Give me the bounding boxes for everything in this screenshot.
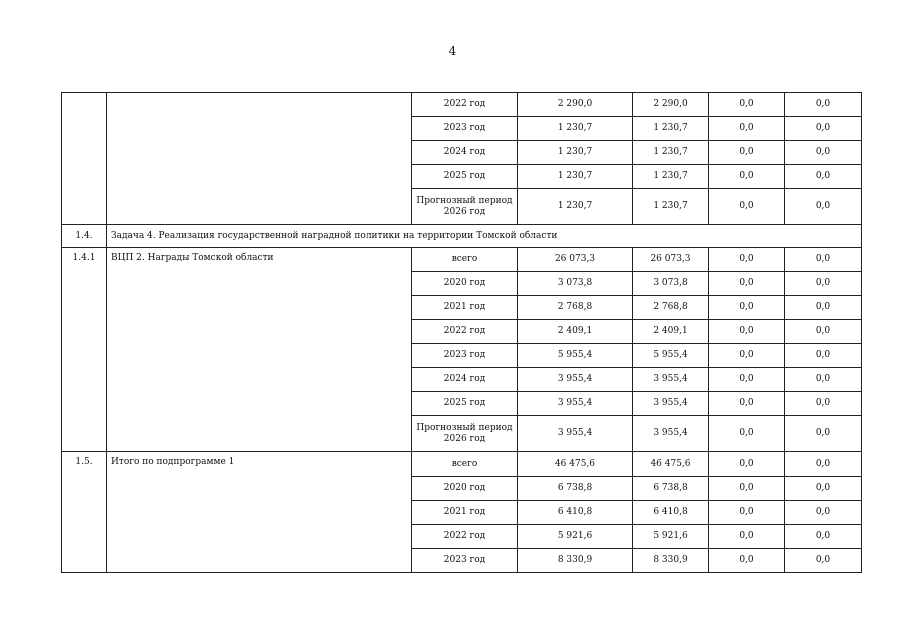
oblast-budget-cell: 1 230,7 <box>633 141 709 165</box>
total-cell: 5 955,4 <box>518 344 633 368</box>
oblast-budget-cell: 2 290,0 <box>633 93 709 117</box>
code-cell: 1.4.1 <box>62 248 107 452</box>
oblast-budget-cell: 1 230,7 <box>633 189 709 225</box>
oblast-budget-cell: 8 330,9 <box>633 549 709 573</box>
oblast-budget-cell: 1 230,7 <box>633 165 709 189</box>
total-cell: 26 073,3 <box>518 248 633 272</box>
oblast-budget-cell: 2 768,8 <box>633 296 709 320</box>
oblast-budget-cell: 1 230,7 <box>633 117 709 141</box>
name-cell <box>107 93 412 225</box>
oblast-budget-cell: 5 921,6 <box>633 525 709 549</box>
total-cell: 1 230,7 <box>518 165 633 189</box>
value-cell-b: 0,0 <box>785 344 862 368</box>
year-cell: 2025 год <box>412 165 518 189</box>
oblast-budget-cell: 3 073,8 <box>633 272 709 296</box>
year-cell: 2023 год <box>412 344 518 368</box>
total-cell: 3 955,4 <box>518 368 633 392</box>
oblast-budget-cell: 2 409,1 <box>633 320 709 344</box>
value-cell-a: 0,0 <box>709 296 785 320</box>
value-cell-a: 0,0 <box>709 477 785 501</box>
year-line-2: 2026 год <box>443 206 486 217</box>
total-cell: 6 410,8 <box>518 501 633 525</box>
year-cell: 2022 год <box>412 525 518 549</box>
value-cell-b: 0,0 <box>785 165 862 189</box>
name-cell: Итого по подпрограмме 1 <box>107 452 412 573</box>
year-cell: 2020 год <box>412 272 518 296</box>
year-cell: 2023 год <box>412 549 518 573</box>
year-cell <box>412 189 518 225</box>
table-row <box>62 93 862 117</box>
page-number: 4 <box>448 44 457 58</box>
oblast-budget-cell: 26 073,3 <box>633 248 709 272</box>
name-cell: ВЦП 2. Награды Томской области <box>107 248 412 452</box>
year-line-1: Прогнозный период <box>416 195 513 206</box>
value-cell-a: 0,0 <box>709 344 785 368</box>
value-cell-a: 0,0 <box>709 368 785 392</box>
year-cell: всего <box>412 452 518 477</box>
year-cell: 2024 год <box>412 368 518 392</box>
oblast-budget-cell: 6 738,8 <box>633 477 709 501</box>
total-cell: 2 409,1 <box>518 320 633 344</box>
year-cell: 2023 год <box>412 117 518 141</box>
value-cell-b: 0,0 <box>785 117 862 141</box>
year-cell: 2022 год <box>412 320 518 344</box>
value-cell-b: 0,0 <box>785 416 862 452</box>
total-cell: 1 230,7 <box>518 141 633 165</box>
table-row <box>62 452 862 477</box>
value-cell-a: 0,0 <box>709 416 785 452</box>
task-code-cell: 1.4. <box>62 225 107 248</box>
total-cell: 3 955,4 <box>518 392 633 416</box>
total-cell: 1 230,7 <box>518 189 633 225</box>
value-cell-a: 0,0 <box>709 165 785 189</box>
value-cell-a: 0,0 <box>709 320 785 344</box>
total-cell: 6 738,8 <box>518 477 633 501</box>
year-cell: 2024 год <box>412 141 518 165</box>
value-cell-b: 0,0 <box>785 452 862 477</box>
year-cell <box>412 416 518 452</box>
value-cell-b: 0,0 <box>785 549 862 573</box>
value-cell-a: 0,0 <box>709 141 785 165</box>
value-cell-b: 0,0 <box>785 93 862 117</box>
code-cell: 1.5. <box>62 452 107 573</box>
value-cell-b: 0,0 <box>785 477 862 501</box>
value-cell-a: 0,0 <box>709 248 785 272</box>
table-row <box>62 248 862 272</box>
value-cell-b: 0,0 <box>785 501 862 525</box>
value-cell-b: 0,0 <box>785 272 862 296</box>
oblast-budget-cell: 46 475,6 <box>633 452 709 477</box>
year-cell: 2022 год <box>412 93 518 117</box>
value-cell-a: 0,0 <box>709 189 785 225</box>
total-cell: 3 955,4 <box>518 416 633 452</box>
value-cell-b: 0,0 <box>785 320 862 344</box>
year-cell: 2021 год <box>412 501 518 525</box>
value-cell-b: 0,0 <box>785 189 862 225</box>
total-cell: 2 768,8 <box>518 296 633 320</box>
value-cell-a: 0,0 <box>709 272 785 296</box>
year-line-1: Прогнозный период <box>416 422 513 433</box>
task-title-cell: Задача 4. Реализация государственной наградной политики на территории Томской области <box>107 225 862 248</box>
year-cell: 2025 год <box>412 392 518 416</box>
task-row <box>62 225 862 248</box>
year-cell: всего <box>412 248 518 272</box>
value-cell-a: 0,0 <box>709 93 785 117</box>
oblast-budget-cell: 6 410,8 <box>633 501 709 525</box>
total-cell: 46 475,6 <box>518 452 633 477</box>
year-line-2: 2026 год <box>443 433 486 444</box>
total-cell: 1 230,7 <box>518 117 633 141</box>
value-cell-b: 0,0 <box>785 248 862 272</box>
year-cell: 2021 год <box>412 296 518 320</box>
oblast-budget-cell: 5 955,4 <box>633 344 709 368</box>
budget-table <box>61 92 862 573</box>
value-cell-a: 0,0 <box>709 392 785 416</box>
value-cell-a: 0,0 <box>709 525 785 549</box>
code-cell <box>62 93 107 225</box>
oblast-budget-cell: 3 955,4 <box>633 368 709 392</box>
value-cell-a: 0,0 <box>709 549 785 573</box>
value-cell-b: 0,0 <box>785 296 862 320</box>
value-cell-a: 0,0 <box>709 501 785 525</box>
value-cell-a: 0,0 <box>709 452 785 477</box>
value-cell-b: 0,0 <box>785 141 862 165</box>
year-cell: 2020 год <box>412 477 518 501</box>
total-cell: 8 330,9 <box>518 549 633 573</box>
total-cell: 3 073,8 <box>518 272 633 296</box>
total-cell: 2 290,0 <box>518 93 633 117</box>
oblast-budget-cell: 3 955,4 <box>633 416 709 452</box>
value-cell-b: 0,0 <box>785 368 862 392</box>
value-cell-a: 0,0 <box>709 117 785 141</box>
total-cell: 5 921,6 <box>518 525 633 549</box>
value-cell-b: 0,0 <box>785 525 862 549</box>
oblast-budget-cell: 3 955,4 <box>633 392 709 416</box>
value-cell-b: 0,0 <box>785 392 862 416</box>
